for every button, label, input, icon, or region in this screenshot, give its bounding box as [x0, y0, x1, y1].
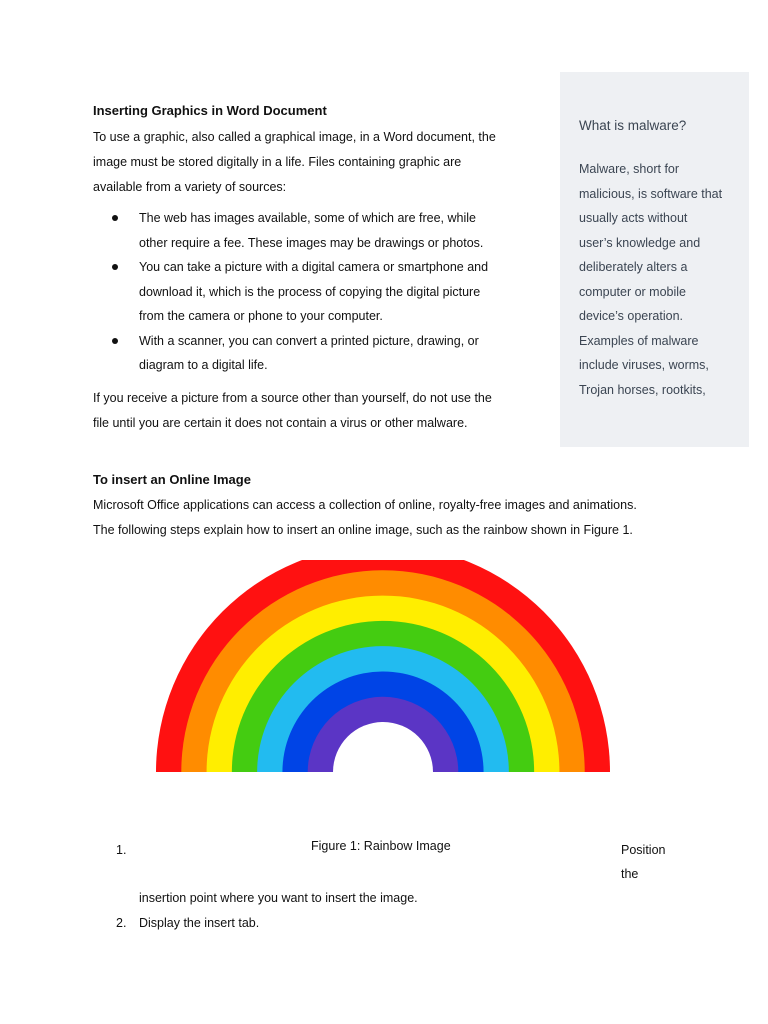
step-1-text-right: Position: [621, 843, 666, 857]
list-item: [112, 255, 522, 329]
sidebar-line: usually acts without: [579, 211, 688, 225]
bullet-line: You can take a picture with a digital camera or smartphone and: [139, 260, 489, 274]
list-item: [112, 206, 522, 255]
closing-line: If you receive a picture from a source other than yourself, do not use the: [93, 391, 492, 405]
intro-line: available from a variety of sources:: [93, 180, 287, 194]
online-line: Microsoft Office applications can access a collection of online, royalty-free images and animations.: [93, 498, 637, 512]
figure-caption: Figure 1: Rainbow Image: [311, 839, 451, 853]
online-line: The following steps explain how to insert an online image, such as the rainbow shown in Figure 1.: [93, 523, 633, 537]
sidebar-line: deliberately alters a: [579, 260, 688, 274]
bullet-line: With a scanner, you can convert a printed picture, drawing, or: [139, 333, 479, 348]
step-1-text: insertion point where you want to insert the image.: [139, 891, 418, 905]
sidebar-line: computer or mobile: [579, 284, 686, 299]
intro-paragraph: [93, 125, 523, 200]
online-image-paragraph: [93, 493, 693, 543]
sidebar-line: malicious, is software that: [579, 186, 723, 201]
step-number-1: 1.: [116, 843, 127, 857]
bullet-line: The web has images available, some of which are free, while: [139, 211, 476, 225]
bullet-line: from the camera or phone to your computer.: [139, 309, 383, 323]
section-heading-inserting-graphics: Inserting Graphics in Word Document: [93, 103, 327, 118]
sidebar-line: Examples of malware: [579, 333, 699, 348]
intro-line: image must be stored digitally in a life. Files containing graphic are: [93, 155, 462, 169]
bullet-line: download it, which is the process of copying the digital picture: [139, 284, 481, 299]
closing-line: file until you are certain it does not contain a virus or other malware.: [93, 416, 468, 430]
sidebar-line: user’s knowledge and: [579, 235, 701, 250]
step-2-text: Display the insert tab.: [139, 916, 260, 930]
sidebar-line: Malware, short for: [579, 162, 680, 176]
sidebar-body: [579, 157, 741, 402]
malware-sidebar: [560, 72, 749, 447]
intro-line: To use a graphic, also called a graphical image, in a Word document, the: [93, 130, 496, 144]
sources-bullet-list: [112, 206, 522, 378]
step-number-2: 2.: [116, 916, 127, 930]
sidebar-line: Trojan horses, rootkits,: [579, 382, 706, 397]
sidebar-line: include viruses, worms,: [579, 358, 709, 372]
bullet-line: diagram to a digital life.: [139, 358, 268, 372]
list-item: [112, 329, 522, 378]
malware-warning-paragraph: [93, 386, 523, 436]
sidebar-title: What is malware?: [579, 118, 687, 133]
bullet-line: other require a fee. These images may be drawings or photos.: [139, 235, 484, 250]
rainbow-image: [156, 560, 610, 772]
bullet-icon: [112, 215, 118, 221]
sidebar-line: device’s operation.: [579, 309, 684, 323]
bullet-icon: [112, 264, 118, 270]
section-heading-online-image: To insert an Online Image: [93, 472, 251, 487]
step-1-text-right: the: [621, 867, 639, 881]
bullet-icon: [112, 338, 118, 344]
